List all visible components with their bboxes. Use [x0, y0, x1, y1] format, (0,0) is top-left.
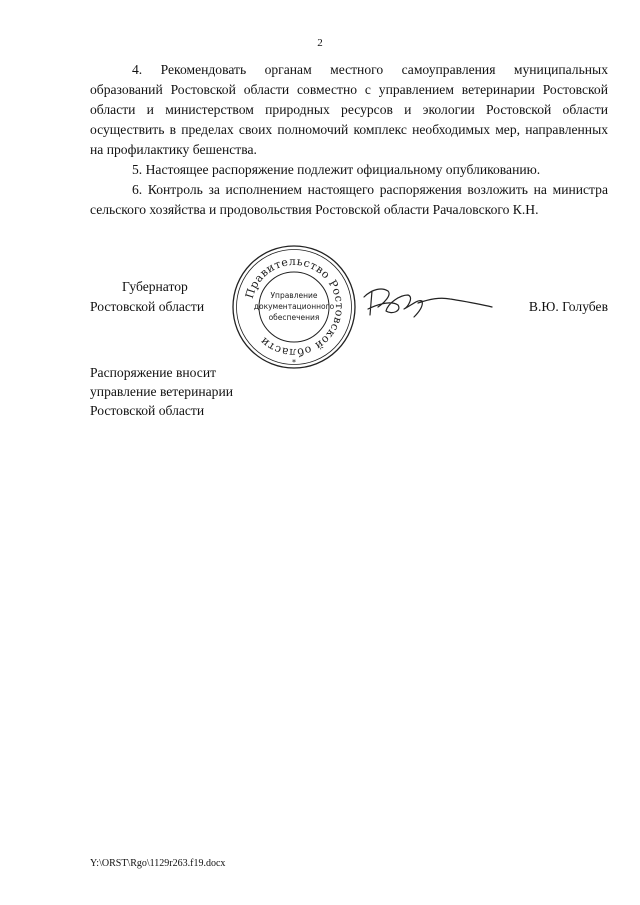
- paragraph-4: 4. Рекомендовать органам местного самоуправления муниципальных образований Ростовской области совместно с управлением ветеринарии Ростовской области и министерством природных ресурсов и экологии Ростовской области осуществить в пределах своих полномочий комплекс необходимых мер, направленных на профилактику бешенства.: [90, 62, 608, 157]
- document-body: [90, 60, 608, 220]
- seal-inner-line3: обеспечения: [268, 313, 320, 322]
- paragraph-5: 5. Настоящее распоряжение подлежит официальному опубликованию.: [132, 162, 541, 177]
- submitter-line2: управление ветеринарии: [90, 384, 234, 399]
- submitter-block: [90, 363, 233, 420]
- signatory-name: В.Ю. Голубев: [528, 299, 608, 314]
- signature-block: [90, 254, 608, 375]
- paragraph-6: 6. Контроль за исполнением настоящего распоряжения возложить на министра сельского хозяйства и продовольствия Ростовской области Рачаловского К.Н.: [90, 182, 608, 217]
- handwritten-signature: [358, 281, 498, 321]
- footer-file-path: Y:\ORST\Rgo\1129r263.f19.docx: [90, 858, 226, 869]
- seal-star-icon: *: [292, 358, 296, 367]
- submitter-line1: Распоряжение вносит: [90, 365, 217, 380]
- page-number: 2: [317, 37, 323, 49]
- official-seal-stamp: [230, 243, 358, 371]
- submitter-line3: Ростовской области: [90, 403, 205, 418]
- seal-inner-line2: документационного: [253, 302, 335, 311]
- seal-outer-text: Правительство Ростовской области: [242, 254, 347, 360]
- seal-inner-line1: Управление: [270, 291, 318, 300]
- signatory-title-line1: Губернатор: [122, 279, 188, 294]
- signatory-title-line2: Ростовской области: [90, 299, 205, 314]
